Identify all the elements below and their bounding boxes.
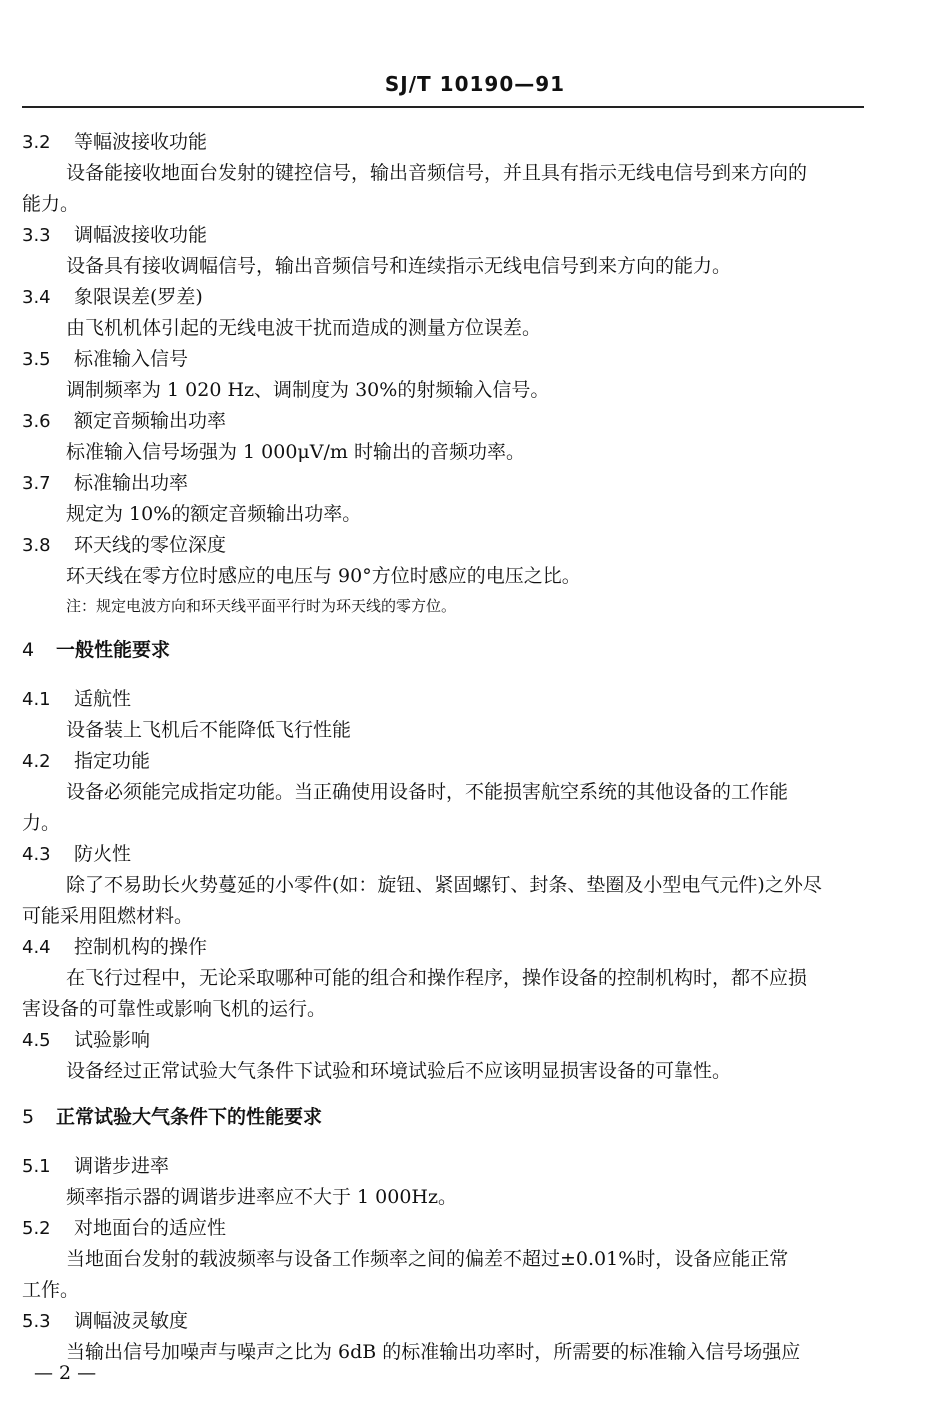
heading-title: 额定音频输出功率: [74, 410, 227, 432]
paragraph-5-1: 频率指示器的调谐步进率应不大于 1 000Hz。: [66, 1186, 458, 1208]
heading-title: 适航性: [74, 688, 132, 710]
paragraph-4-4-line1: 在飞行过程中，无论采取哪种可能的组合和操作程序，操作设备的控制机构时，都不应损: [66, 967, 808, 989]
heading-number: 3.8: [22, 535, 51, 556]
heading-3-8: [22, 533, 226, 558]
heading-5-1: [22, 1154, 169, 1179]
heading-3-3: [22, 223, 207, 248]
heading-number: 4.2: [22, 751, 51, 772]
heading-4-3: [22, 842, 131, 867]
heading-title: 一般性能要求: [56, 639, 171, 661]
heading-number: 5.2: [22, 1218, 51, 1239]
heading-number: 4.1: [22, 689, 51, 710]
heading-3-5: [22, 347, 188, 372]
heading-number: 3.6: [22, 411, 51, 432]
heading-3-6: [22, 409, 226, 434]
paragraph-5-2-line2: 工作。: [22, 1279, 80, 1301]
paragraph-3-6: 标准输入信号场强为 1 000μV/m 时输出的音频功率。: [66, 441, 525, 463]
section-5-heading: [22, 1105, 322, 1129]
heading-3-2: [22, 130, 207, 155]
paragraph-5-3: 当输出信号加噪声与噪声之比为 6dB 的标准输出功率时，所需要的标准输入信号场强应: [66, 1341, 801, 1363]
paragraph-3-2-line1: 设备能接收地面台发射的键控信号，输出音频信号，并且具有指示无线电信号到来方向的: [66, 162, 808, 184]
heading-title: 等幅波接收功能: [74, 131, 208, 153]
heading-title: 环天线的零位深度: [74, 534, 227, 556]
heading-number: 5: [22, 1106, 35, 1128]
header-rule: [22, 106, 864, 108]
heading-title: 标准输出功率: [74, 472, 189, 494]
paragraph-3-5: 调制频率为 1 020 Hz、调制度为 30%的射频输入信号。: [66, 379, 550, 401]
heading-title: 标准输入信号: [74, 348, 189, 370]
paragraph-3-7: 规定为 10%的额定音频输出功率。: [66, 503, 362, 525]
heading-title: 对地面台的适应性: [74, 1217, 227, 1239]
heading-5-3: [22, 1309, 188, 1334]
heading-number: 3.4: [22, 287, 51, 308]
paragraph-4-3-line2: 可能采用阻燃材料。: [22, 905, 194, 927]
paragraph-4-5: 设备经过正常试验大气条件下试验和环境试验后不应该明显损害设备的可靠性。: [66, 1060, 732, 1082]
paragraph-4-3-line1: 除了不易助长火势蔓延的小零件(如：旋钮、紧固螺钉、封条、垫圈及小型电气元件)之外尽: [66, 874, 822, 896]
heading-4-1: [22, 687, 131, 712]
document-code: SJ/T 10190—91: [384, 72, 566, 96]
heading-title: 指定功能: [74, 750, 151, 772]
section-4-heading: [22, 638, 170, 662]
paragraph-5-2-line1: 当地面台发射的载波频率与设备工作频率之间的偏差不超过±0.01%时，设备应能正常: [66, 1248, 789, 1270]
heading-number: 3.2: [22, 132, 51, 153]
heading-title: 调谐步进率: [74, 1155, 170, 1177]
heading-title: 防火性: [74, 843, 132, 865]
heading-4-5: [22, 1028, 150, 1053]
heading-4-2: [22, 749, 150, 774]
heading-number: 3.3: [22, 225, 51, 246]
paragraph-4-4-line2: 害设备的可靠性或影响飞机的运行。: [22, 998, 327, 1020]
heading-number: 4.5: [22, 1030, 51, 1051]
paragraph-3-2-line2: 能力。: [22, 193, 80, 215]
note-3-8: 注：规定电波方向和环天线平面平行时为环天线的零方位。: [66, 597, 457, 615]
heading-title: 控制机构的操作: [74, 936, 208, 958]
heading-number: 5.3: [22, 1311, 51, 1332]
heading-number: 4: [22, 639, 35, 661]
heading-title: 象限误差(罗差): [74, 286, 203, 308]
heading-title: 调幅波灵敏度: [74, 1310, 189, 1332]
heading-5-2: [22, 1216, 226, 1241]
heading-3-7: [22, 471, 188, 496]
paragraph-4-2-line1: 设备必须能完成指定功能。当正确使用设备时，不能损害航空系统的其他设备的工作能: [66, 781, 789, 803]
heading-number: 3.7: [22, 473, 51, 494]
heading-title: 试验影响: [74, 1029, 151, 1051]
page-number: — 2 —: [34, 1362, 97, 1384]
paragraph-3-8: 环天线在零方位时感应的电压与 90°方位时感应的电压之比。: [66, 565, 581, 587]
heading-number: 4.3: [22, 844, 51, 865]
heading-title: 调幅波接收功能: [74, 224, 208, 246]
heading-4-4: [22, 935, 207, 960]
paragraph-3-4: 由飞机机体引起的无线电波干扰而造成的测量方位误差。: [66, 317, 542, 339]
heading-number: 3.5: [22, 349, 51, 370]
heading-number: 5.1: [22, 1156, 51, 1177]
paragraph-4-2-line2: 力。: [22, 812, 61, 834]
heading-title: 正常试验大气条件下的性能要求: [56, 1106, 323, 1128]
heading-3-4: [22, 285, 203, 310]
paragraph-4-1: 设备装上飞机后不能降低飞行性能: [66, 719, 352, 741]
paragraph-3-3: 设备具有接收调幅信号，输出音频信号和连续指示无线电信号到来方向的能力。: [66, 255, 732, 277]
heading-number: 4.4: [22, 937, 51, 958]
